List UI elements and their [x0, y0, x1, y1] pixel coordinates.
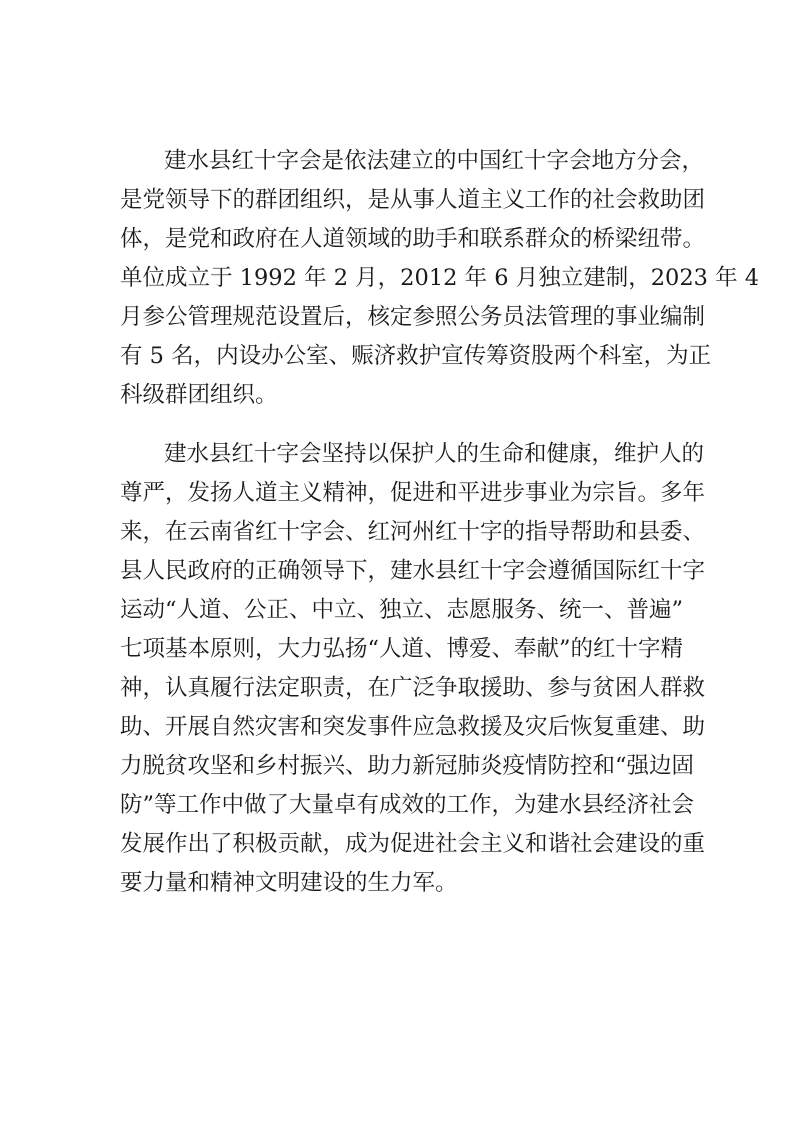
- paragraph-line: 七项基本原则，大力弘扬“人道、博爱、奉献”的红十字精: [120, 636, 684, 662]
- paragraph-line: 单位成立于 1992 年 2 月，2012 年 6 月独立建制，2023 年 4: [120, 265, 760, 291]
- paragraph-line: 尊严，发扬人道主义精神，促进和平进步事业为宗旨。多年: [120, 480, 706, 506]
- paragraph-line: [120, 902, 793, 942]
- paragraph-line: 发展作出了积极贡献，成为促进社会主义和谐社会建设的重: [120, 831, 706, 857]
- paragraph-line: 力脱贫攻坚和乡村振兴、助力新冠肺炎疫情防控和“强边固: [120, 753, 695, 779]
- paragraph-line: 月参公管理规范设置后，核定参照公务员法管理的事业编制: [120, 304, 706, 330]
- paragraph-line: 体，是党和政府在人道领域的助手和联系群众的桥梁纽带。: [120, 226, 706, 252]
- paragraph-line: 是党领导下的群团组织，是从事人道主义工作的社会救助团: [120, 187, 706, 213]
- paragraph-line: 建水县红十字会坚持以保护人的生命和健康，维护人的: [164, 441, 705, 467]
- paragraph-line: 科级群团组织。: [120, 382, 278, 408]
- paragraph-line: 要力量和精神文明建设的生力军。: [120, 870, 458, 896]
- paragraph-line: 来，在云南省红十字会、红河州红十字的指导帮助和县委、: [120, 519, 706, 545]
- paragraph-line: 防”等工作中做了大量卓有成效的工作，为建水县经济社会: [120, 792, 695, 818]
- paragraph-line: 运动“人道、公正、中立、独立、志愿服务、统一、普遍”: [120, 597, 684, 623]
- paragraph-line: 建水县红十字会是依法建立的中国红十字会地方分会，: [164, 148, 705, 174]
- paragraph-line: 助、开展自然灾害和突发事件应急救援及灾后恢复重建、助: [120, 714, 706, 740]
- paragraph-line: 神，认真履行法定职责，在广泛争取援助、参与贫困人群救: [120, 675, 706, 701]
- paragraph-line: 县人民政府的正确领导下，建水县红十字会遵循国际红十字: [120, 558, 706, 584]
- paragraph-line: 有 5 名，内设办公室、赈济救护宣传筹资股两个科室，为正: [120, 343, 712, 369]
